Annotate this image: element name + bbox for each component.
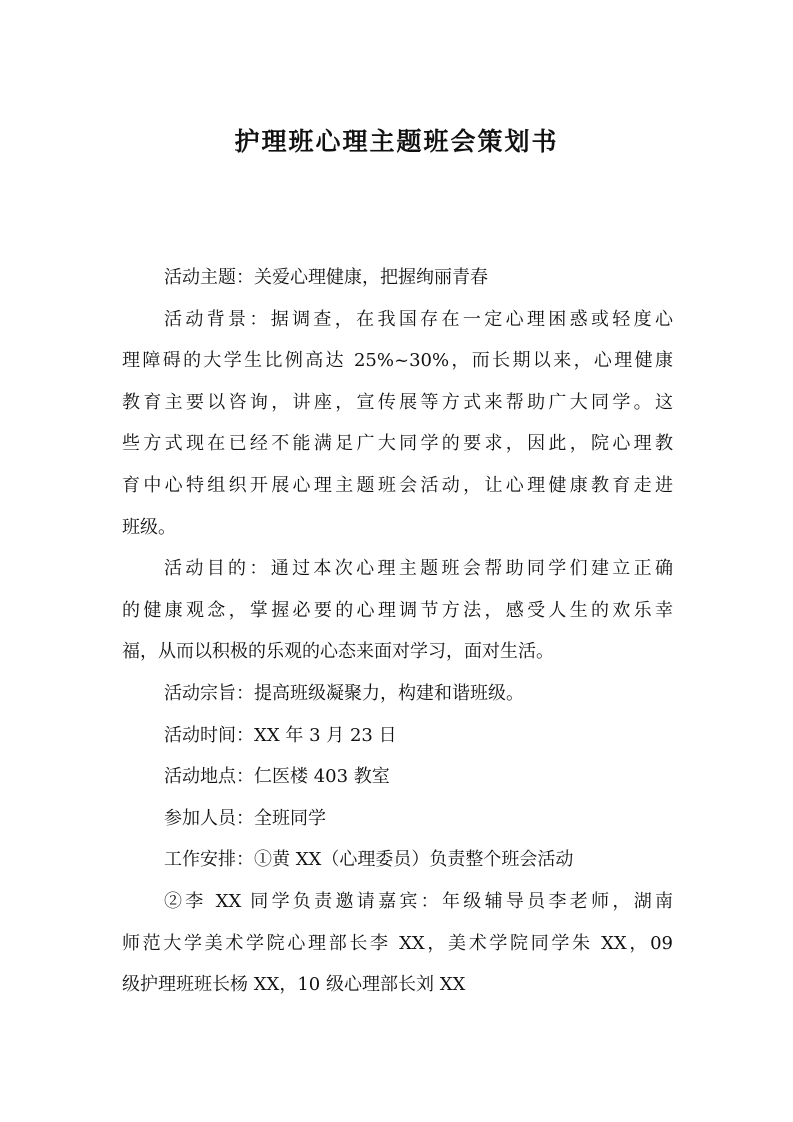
text-line: 活动宗旨：提高班级凝聚力，构建和谐班级。 — [164, 682, 524, 704]
text-line: 活动地点：仁医楼 403 教室 — [164, 766, 390, 788]
text-line: 活动目的：通过本次心理主题班会帮助同学们建立正确 — [164, 558, 673, 580]
text-line: 级护理班班长杨 XX，10 级心理部长刘 XX — [122, 974, 466, 996]
text-line: ②李 XX 同学负责邀请嘉宾：年级辅导员李老师，湖南 — [164, 890, 673, 912]
text-line: 工作安排：①黄 XX（心理委员）负责整个班会活动 — [164, 849, 574, 871]
text-line: 些方式现在已经不能满足广大同学的要求，因此，院心理教 — [122, 433, 673, 455]
text-line: 育中心特组织开展心理主题班会活动，让心理健康教育走进 — [122, 474, 673, 496]
text-line: 活动时间：XX 年 3 月 23 日 — [164, 724, 397, 746]
document-title: 护理班心理主题班会策划书 — [234, 127, 559, 156]
text-line: 班级。 — [122, 516, 176, 538]
text-line: 教育主要以咨询，讲座，宣传展等方式来帮助广大同学。这 — [122, 391, 673, 413]
text-line: 参加人员：全班同学 — [164, 807, 326, 829]
document-body — [122, 257, 673, 1006]
text-line: 活动主题：关爱心理健康，把握绚丽青春 — [164, 267, 488, 288]
text-line: 师范大学美术学院心理部长李 XX，美术学院同学朱 XX，09 — [122, 932, 673, 954]
text-line: 理障碍的大学生比例高达 25%~30%，而长期以来，心理健康 — [122, 350, 673, 372]
text-line: 的健康观念，掌握必要的心理调节方法，感受人生的欢乐幸 — [122, 599, 673, 621]
text-line: 活动背景：据调查，在我国存在一定心理困惑或轻度心 — [164, 308, 673, 330]
text-line: 福，从而以积极的乐观的心态来面对学习，面对生活。 — [122, 641, 554, 663]
